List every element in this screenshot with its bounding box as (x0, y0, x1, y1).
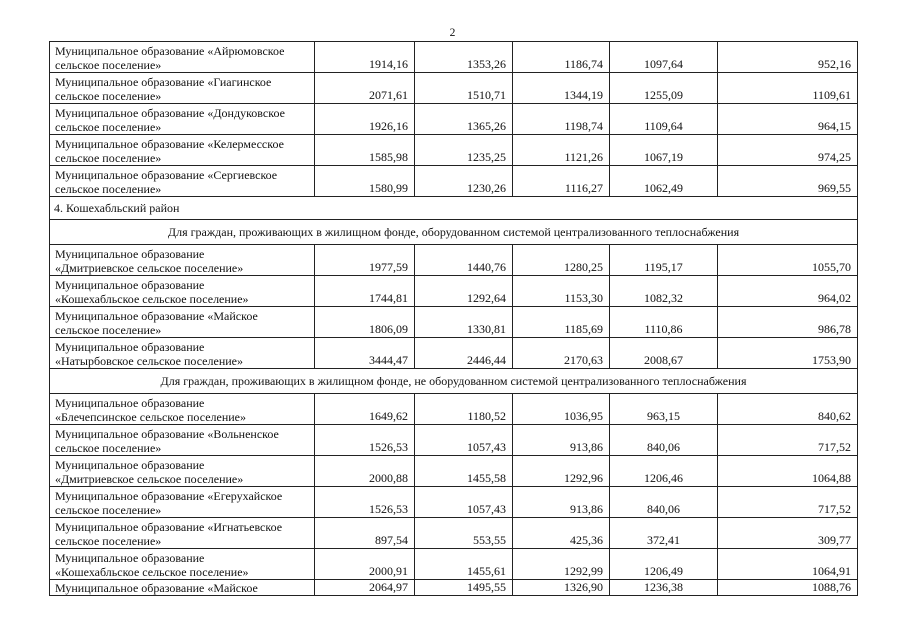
value-cell: 3444,47 (315, 338, 415, 369)
table-row (50, 487, 858, 518)
value-cell: 1057,43 (415, 487, 513, 518)
municipality-name-line: сельское поселение» (55, 89, 162, 103)
value-cell: 1236,38 (610, 580, 718, 596)
municipality-name-line: Муниципальное образование «Майское (55, 309, 258, 323)
value-cell: 1109,61 (718, 73, 858, 104)
value-cell: 2071,61 (315, 73, 415, 104)
value-cell: 1195,17 (610, 245, 718, 276)
municipality-name (50, 135, 315, 166)
municipality-name (50, 580, 315, 596)
municipality-name (50, 487, 315, 518)
value-cell: 2446,44 (415, 338, 513, 369)
municipality-name-line: сельское поселение» (55, 58, 162, 72)
value-cell: 1455,61 (415, 549, 513, 580)
municipality-name (50, 518, 315, 549)
value-cell: 1088,76 (718, 580, 858, 596)
value-cell: 913,86 (513, 487, 610, 518)
value-cell: 1526,53 (315, 425, 415, 456)
municipality-name-line: Муниципальное образование (55, 396, 205, 410)
municipality-name-line: Муниципальное образование (55, 458, 205, 472)
municipality-name-line: Муниципальное образование «Дондуковское (55, 106, 285, 120)
value-cell: 425,36 (513, 518, 610, 549)
value-cell: 1914,16 (315, 42, 415, 73)
table-row (50, 166, 858, 197)
municipality-name (50, 338, 315, 369)
table-row (50, 104, 858, 135)
table-row (50, 456, 858, 487)
value-cell: 1585,98 (315, 135, 415, 166)
municipality-name-line: Муниципальное образование «Майское (55, 581, 258, 595)
value-cell: 963,15 (610, 394, 718, 425)
municipality-name-line: сельское поселение» (55, 323, 162, 337)
value-cell: 1235,25 (415, 135, 513, 166)
value-cell: 840,06 (610, 487, 718, 518)
municipality-name-line: сельское поселение» (55, 182, 162, 196)
municipality-name (50, 549, 315, 580)
municipality-name (50, 307, 315, 338)
value-cell: 1753,90 (718, 338, 858, 369)
table-row (50, 394, 858, 425)
value-cell: 1526,53 (315, 487, 415, 518)
municipality-name-line: сельское поселение» (55, 120, 162, 134)
value-cell: 309,77 (718, 518, 858, 549)
table-row (50, 276, 858, 307)
value-cell: 1109,64 (610, 104, 718, 135)
value-cell: 2064,97 (315, 580, 415, 596)
value-cell: 1064,91 (718, 549, 858, 580)
municipality-name-line: Муниципальное образование «Егерухайское (55, 489, 283, 503)
value-cell: 1121,26 (513, 135, 610, 166)
municipality-name-line: Муниципальное образование «Сергиевское (55, 168, 278, 182)
value-cell: 1580,99 (315, 166, 415, 197)
value-cell: 1067,19 (610, 135, 718, 166)
value-cell: 1064,88 (718, 456, 858, 487)
municipality-name (50, 456, 315, 487)
table-row (50, 580, 858, 596)
value-cell: 1744,81 (315, 276, 415, 307)
value-cell: 372,41 (610, 518, 718, 549)
municipality-name (50, 166, 315, 197)
value-cell: 1440,76 (415, 245, 513, 276)
value-cell: 964,02 (718, 276, 858, 307)
district-heading: 4. Кошехабльский район (50, 197, 858, 220)
value-cell: 2170,63 (513, 338, 610, 369)
value-cell: 1455,58 (415, 456, 513, 487)
section-heading-row (50, 369, 858, 394)
value-cell: 986,78 (718, 307, 858, 338)
municipality-name (50, 245, 315, 276)
value-cell: 974,25 (718, 135, 858, 166)
municipality-name-line: сельское поселение» (55, 151, 162, 165)
municipality-name-line: сельское поселение» (55, 503, 162, 517)
value-cell: 1057,43 (415, 425, 513, 456)
value-cell: 1344,19 (513, 73, 610, 104)
value-cell: 1055,70 (718, 245, 858, 276)
value-cell: 1353,26 (415, 42, 513, 73)
value-cell: 1062,49 (610, 166, 718, 197)
value-cell: 1110,86 (610, 307, 718, 338)
value-cell: 1082,32 (610, 276, 718, 307)
value-cell: 1365,26 (415, 104, 513, 135)
section-heading-row (50, 220, 858, 245)
value-cell: 1292,64 (415, 276, 513, 307)
table-row (50, 73, 858, 104)
municipality-name-line: Муниципальное образование «Келермесское (55, 137, 284, 151)
municipality-name (50, 42, 315, 73)
table-row (50, 518, 858, 549)
value-cell: 1510,71 (415, 73, 513, 104)
municipality-name-line: «Кошехабльское сельское поселение» (55, 565, 249, 579)
municipality-name-line: «Блечепсинское сельское поселение» (55, 410, 247, 424)
table-row (50, 42, 858, 73)
table-row (50, 549, 858, 580)
municipality-name-line: «Кошехабльское сельское поселение» (55, 292, 249, 306)
value-cell: 2008,67 (610, 338, 718, 369)
table-row (50, 338, 858, 369)
value-cell: 897,54 (315, 518, 415, 549)
municipality-name (50, 394, 315, 425)
value-cell: 840,06 (610, 425, 718, 456)
value-cell: 1977,59 (315, 245, 415, 276)
value-cell: 913,86 (513, 425, 610, 456)
value-cell: 717,52 (718, 487, 858, 518)
value-cell: 964,15 (718, 104, 858, 135)
municipality-name-line: сельское поселение» (55, 441, 162, 455)
value-cell: 1330,81 (415, 307, 513, 338)
municipality-name-line: сельское поселение» (55, 534, 162, 548)
municipality-name-line: Муниципальное образование (55, 278, 205, 292)
value-cell: 1097,64 (610, 42, 718, 73)
value-cell: 1326,90 (513, 580, 610, 596)
municipality-name-line: «Дмитриевское сельское поселение» (55, 472, 244, 486)
municipality-name-line: Муниципальное образование «Гиагинское (55, 75, 272, 89)
value-cell: 1292,96 (513, 456, 610, 487)
value-cell: 1186,74 (513, 42, 610, 73)
value-cell: 840,62 (718, 394, 858, 425)
municipality-name-line: «Натырбовское сельское поселение» (55, 354, 243, 368)
municipality-name (50, 73, 315, 104)
value-cell: 952,16 (718, 42, 858, 73)
value-cell: 1495,55 (415, 580, 513, 596)
value-cell: 1649,62 (315, 394, 415, 425)
table-row (50, 307, 858, 338)
value-cell: 1206,49 (610, 549, 718, 580)
municipality-name (50, 276, 315, 307)
value-cell: 2000,91 (315, 549, 415, 580)
district-heading-row (50, 197, 858, 220)
table-row (50, 425, 858, 456)
value-cell: 1185,69 (513, 307, 610, 338)
tariff-table (49, 41, 858, 596)
section-heading: Для граждан, проживающих в жилищном фонде, оборудованном системой централизованного теплоснабжения (50, 220, 858, 245)
value-cell: 1180,52 (415, 394, 513, 425)
value-cell: 2000,88 (315, 456, 415, 487)
table-row (50, 245, 858, 276)
value-cell: 1116,27 (513, 166, 610, 197)
value-cell: 1036,95 (513, 394, 610, 425)
value-cell: 1206,46 (610, 456, 718, 487)
municipality-name-line: «Дмитриевское сельское поселение» (55, 261, 244, 275)
municipality-name-line: Муниципальное образование (55, 551, 205, 565)
value-cell: 1198,74 (513, 104, 610, 135)
page-number: 2 (449, 27, 456, 39)
section-heading: Для граждан, проживающих в жилищном фонде, не оборудованном системой централизованного теплоснабжения (50, 369, 858, 394)
value-cell: 1292,99 (513, 549, 610, 580)
municipality-name-line: Муниципальное образование «Айрюмовское (55, 44, 285, 58)
value-cell: 1230,26 (415, 166, 513, 197)
value-cell: 969,55 (718, 166, 858, 197)
municipality-name (50, 425, 315, 456)
value-cell: 1153,30 (513, 276, 610, 307)
value-cell: 717,52 (718, 425, 858, 456)
municipality-name-line: Муниципальное образование «Вольненское (55, 427, 279, 441)
value-cell: 1806,09 (315, 307, 415, 338)
value-cell: 1280,25 (513, 245, 610, 276)
municipality-name-line: Муниципальное образование «Игнатьевское (55, 520, 283, 534)
municipality-name (50, 104, 315, 135)
value-cell: 1255,09 (610, 73, 718, 104)
value-cell: 553,55 (415, 518, 513, 549)
municipality-name-line: Муниципальное образование (55, 247, 205, 261)
table-row (50, 135, 858, 166)
municipality-name-line: Муниципальное образование (55, 340, 205, 354)
value-cell: 1926,16 (315, 104, 415, 135)
